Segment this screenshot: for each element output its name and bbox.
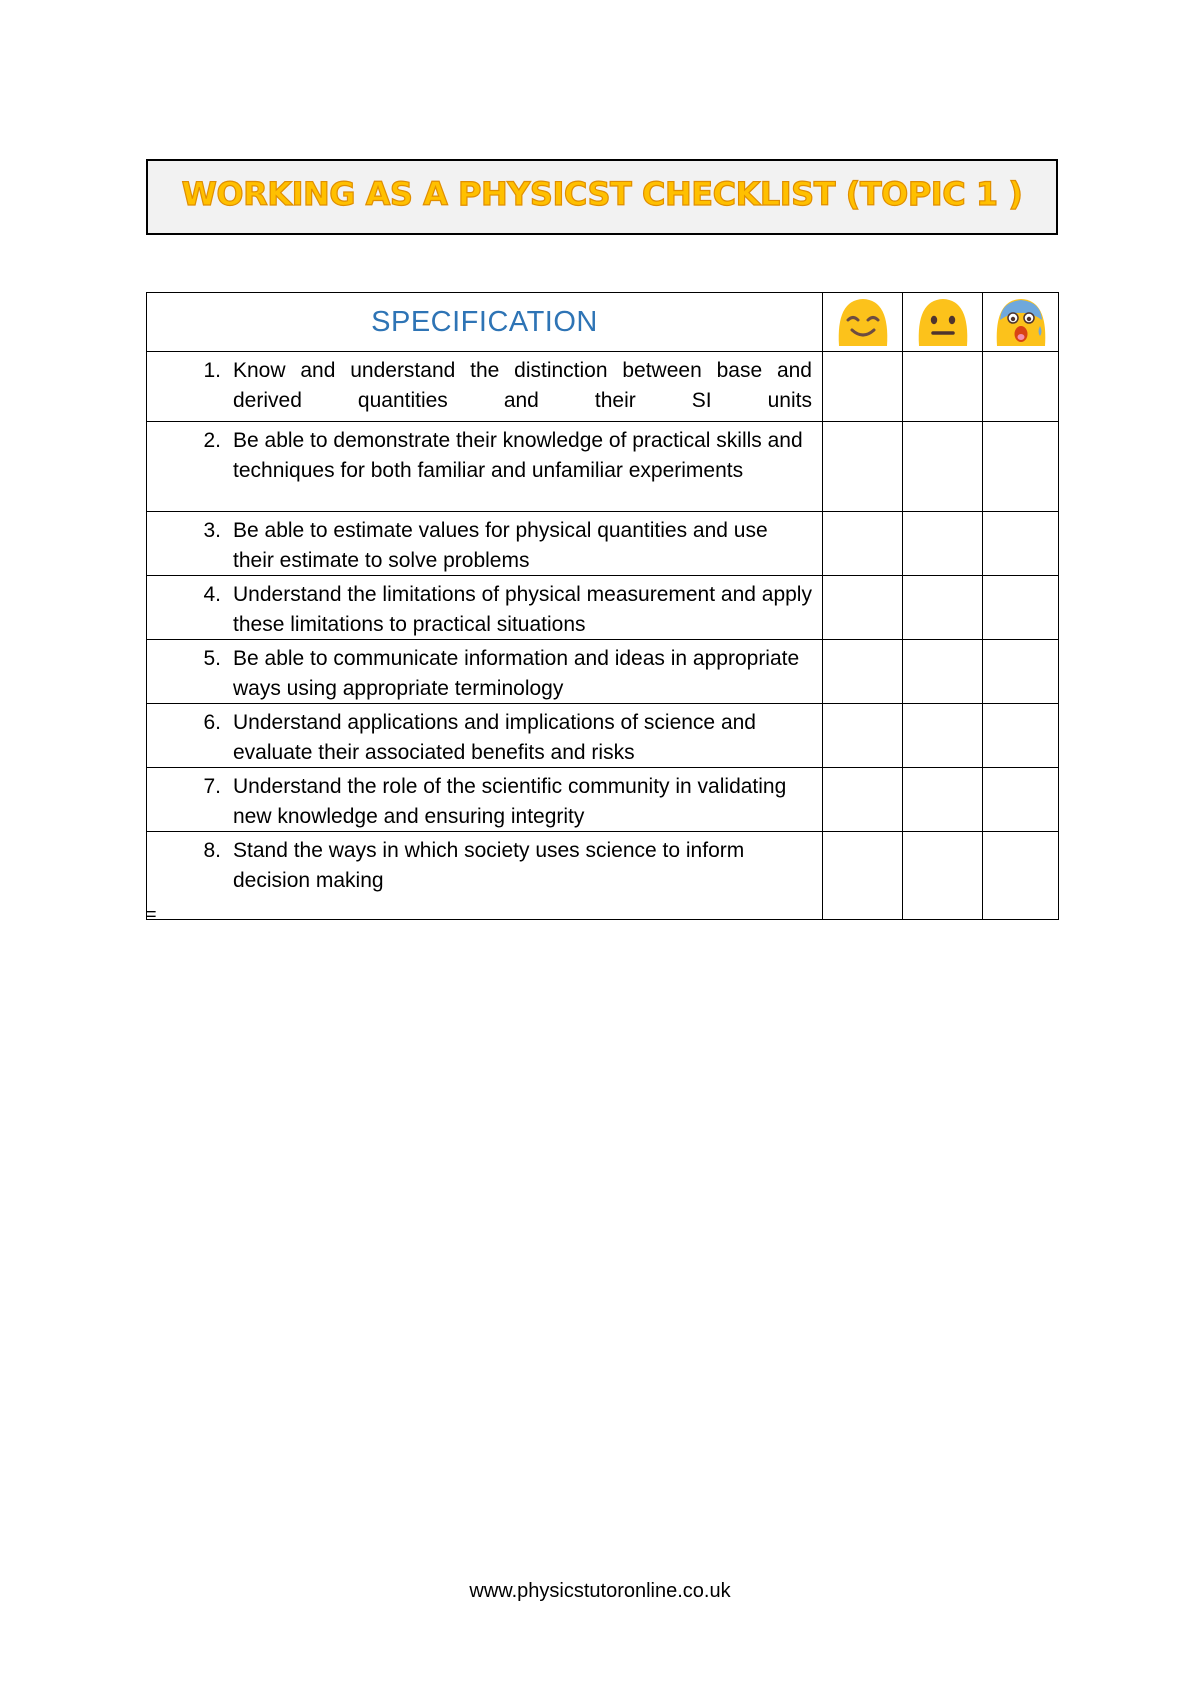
table-row (147, 422, 1059, 512)
rating-header-neutral (903, 293, 983, 352)
rating-box-confident[interactable] (823, 576, 903, 640)
specification-cell (147, 768, 823, 832)
page-title: WORKING AS A PHYSICST CHECKLIST (TOPIC 1 ) (181, 175, 1023, 213)
specification-header: SPECIFICATION (147, 293, 823, 352)
rating-box-worried[interactable] (983, 422, 1059, 512)
table-header-row (147, 293, 1059, 352)
rating-box-worried[interactable] (983, 832, 1059, 920)
stray-equals-mark: = (146, 904, 157, 924)
rating-box-worried[interactable] (983, 576, 1059, 640)
table-row (147, 640, 1059, 704)
item-number: 2. (203, 429, 221, 452)
anxious-face-icon (991, 296, 1051, 348)
table-row (147, 352, 1059, 422)
rating-box-confident[interactable] (823, 422, 903, 512)
rating-box-worried[interactable] (983, 768, 1059, 832)
item-text: Be able to communicate information and ideas in appropriate ways using appropriate terminology (233, 647, 800, 700)
rating-box-worried[interactable] (983, 352, 1059, 422)
smiling-face-icon (833, 296, 893, 348)
rating-box-confident[interactable] (823, 768, 903, 832)
item-number: 7. (203, 775, 221, 798)
rating-box-unsure[interactable] (903, 422, 983, 512)
table-row (147, 832, 1059, 920)
rating-box-unsure[interactable] (903, 352, 983, 422)
item-text: Be able to estimate values for physical quantities and use their estimate to solve problems (233, 519, 768, 572)
rating-box-unsure[interactable] (903, 512, 983, 576)
rating-box-unsure[interactable] (903, 640, 983, 704)
item-number: 6. (203, 711, 221, 734)
neutral-face-icon (913, 296, 973, 348)
specification-cell (147, 704, 823, 768)
table-row (147, 512, 1059, 576)
item-number: 8. (203, 839, 221, 862)
specification-cell (147, 832, 823, 920)
footer-url: www.physicstutoronline.co.uk (469, 1580, 731, 1602)
rating-box-confident[interactable] (823, 640, 903, 704)
rating-box-unsure[interactable] (903, 576, 983, 640)
specification-cell (147, 422, 823, 512)
rating-box-worried[interactable] (983, 704, 1059, 768)
rating-header-smile (823, 293, 903, 352)
checklist-table (146, 292, 1059, 920)
item-number: 1. (203, 359, 221, 382)
rating-box-confident[interactable] (823, 704, 903, 768)
table-row (147, 768, 1059, 832)
rating-header-anxious (983, 293, 1059, 352)
item-text: Stand the ways in which society uses science to inform decision making (233, 839, 745, 892)
specification-cell (147, 576, 823, 640)
specification-cell (147, 640, 823, 704)
specification-cell (147, 352, 823, 422)
title-box (146, 159, 1058, 235)
rating-box-unsure[interactable] (903, 832, 983, 920)
rating-box-worried[interactable] (983, 512, 1059, 576)
rating-box-confident[interactable] (823, 832, 903, 920)
table-row (147, 576, 1059, 640)
item-text: Understand the role of the scientific community in validating new knowledge and ensuring integrity (233, 775, 787, 828)
item-number: 5. (203, 647, 221, 670)
item-number: 4. (203, 583, 221, 606)
item-text: Understand the limitations of physical measurement and apply these limitations to practical situations (233, 583, 812, 636)
item-text: Know and understand the distinction between base and derived quantities and their SI units (233, 359, 812, 412)
item-text: Understand applications and implications of science and evaluate their associated benefits and risks (233, 711, 756, 764)
rating-box-confident[interactable] (823, 512, 903, 576)
item-text: Be able to demonstrate their knowledge of practical skills and techniques for both familiar and unfamiliar experiments (233, 429, 803, 482)
specification-cell (147, 512, 823, 576)
rating-box-confident[interactable] (823, 352, 903, 422)
rating-box-unsure[interactable] (903, 704, 983, 768)
rating-box-unsure[interactable] (903, 768, 983, 832)
table-row (147, 704, 1059, 768)
item-number: 3. (203, 519, 221, 542)
rating-box-worried[interactable] (983, 640, 1059, 704)
